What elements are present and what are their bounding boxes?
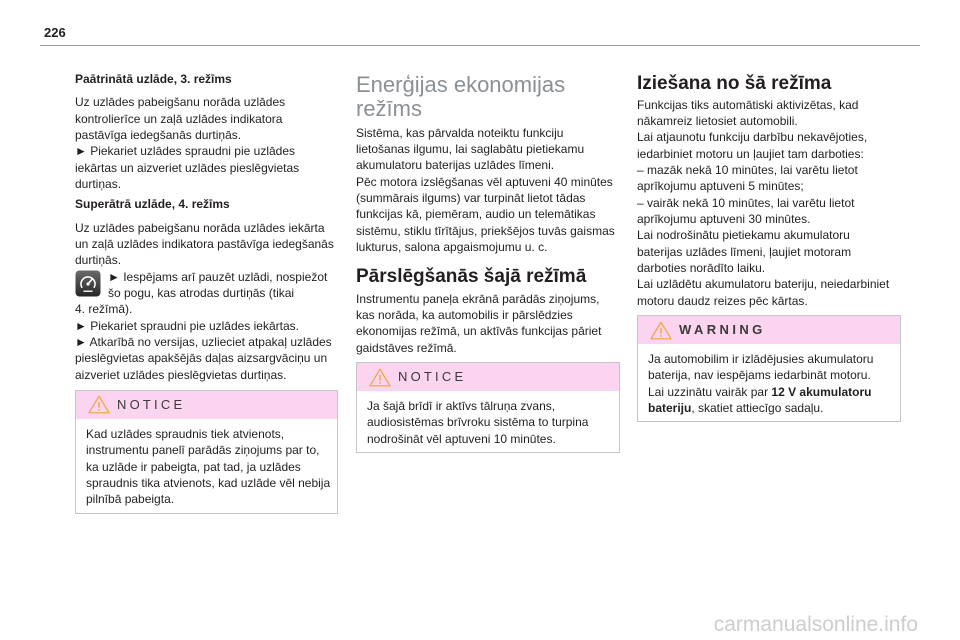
paragraph-line: Lai uzlādētu akumulatoru bateriju, neiedarbiniet: [637, 277, 890, 292]
paragraph-line: lietošanas ilgumu, lai saglabātu pietiekamu: [356, 142, 585, 157]
warning-body: [638, 344, 900, 421]
paragraph-line: nākamreiz lietosiet automobili.: [637, 114, 798, 129]
notice-line: instrumentu panelī parādās ziņojums par to,: [86, 443, 320, 458]
paragraph-line: kas norāda, ka automobilis ir pārslēdzies: [356, 308, 573, 323]
bullet-line: ► Piekariet spraudni pie uzlādes iekārtas.: [75, 318, 299, 333]
warning-emphasis: bateriju: [648, 401, 692, 416]
paragraph: [356, 125, 620, 256]
paragraph-line: un zaļā uzlādes indikatora pastāvīga iedegšanās: [75, 236, 334, 251]
heading-line: Enerģijas ekonomijas: [356, 72, 566, 97]
warning-triangle-icon: [369, 368, 391, 387]
bullet-line: ► Piekariet uzlādes spraudni pie uzlādes: [75, 144, 296, 159]
paragraph-line: šo pogu, kas atrodas durtiņās (tikai: [108, 285, 295, 300]
chapter-heading-energy-economy: [356, 73, 620, 121]
notice-box: [75, 390, 338, 514]
paragraph-line: funkcijas kā, piemēram, audio un telemātikas: [356, 207, 596, 222]
warning-triangle-icon: [650, 321, 672, 340]
notice-body: [357, 391, 619, 452]
paragraph-line: aprīkojumu aptuveni 5 minūtes;: [637, 179, 804, 194]
paragraph-line: aizveriet uzlādes pieslēgvietas durtiņas.: [75, 367, 287, 382]
paragraph-line: pieslēgvietas apakšējās daļas aizsargvāciņu un: [75, 351, 328, 366]
warning-triangle-icon: [88, 395, 110, 414]
dash-list-line: – vairāk nekā 10 minūtes, lai varētu lietot: [637, 195, 855, 210]
paragraph: [637, 97, 901, 309]
warning-text: Lai uzzinātu vairāk par: [648, 384, 772, 399]
paragraph-line: durtiņās.: [75, 253, 122, 268]
warning-label: WARNING: [679, 321, 766, 337]
header-rule: [40, 45, 920, 46]
watermark: carmanualsonline.info: [713, 613, 918, 636]
section-heading-switching-mode: Pārslēgšanās šajā režīmā: [356, 265, 587, 287]
warning-header: [638, 316, 900, 344]
warning-line: [648, 400, 890, 416]
column-right: [637, 73, 901, 422]
paragraph-line: durtiņas.: [75, 176, 122, 191]
paragraph-line: pastāvīga iedegšanās durtiņās.: [75, 127, 242, 142]
section-heading-exit-mode: Iziešana no šā režīma: [637, 73, 832, 94]
warning-box: [637, 315, 901, 422]
notice-line: spraudnis tika atvienots, kad uzlāde vēl nebija: [86, 475, 331, 490]
icon-paragraph: [75, 269, 338, 383]
warning-line: Ja automobilim ir izlādējusies akumulatoru: [648, 352, 874, 367]
paragraph-line: iekārtas un aizveriet uzlādes pieslēgvietas: [75, 160, 300, 175]
bullet-line: ► Iespējams arī pauzēt uzlādi, nospiežot: [108, 269, 328, 284]
paragraph-line: Funkcijas tiks automātiski aktivizētas, kad: [637, 97, 859, 112]
column-middle: [356, 73, 620, 453]
paragraph-line: Pēc motora izslēgšanas vēl aptuveni 40 minūtes: [356, 174, 613, 189]
paragraph-line: iedarbiniet motoru un ļaujiet tam darboties:: [637, 146, 864, 161]
paragraph-line: motoru daudz reizes pēc kārtas.: [637, 293, 808, 308]
notice-header: [76, 391, 337, 419]
warning-text: , skatiet attiecīgo sadaļu.: [691, 401, 824, 416]
paragraph-line: akumulatoru baterijas uzlādes līmeni.: [356, 158, 555, 173]
paragraph-line: Lai nodrošinātu pietiekamu akumulatoru: [637, 228, 850, 243]
paragraph-line: 4. režīmā).: [75, 302, 133, 317]
paragraph-line: baterijas uzlādes līmeni, ļaujiet motoram: [637, 244, 852, 259]
section-heading-super-fast-charge: Superātrā uzlāde, 4. režīms: [75, 196, 230, 211]
column-left: [75, 71, 338, 514]
paragraph-line: Uz uzlādes pabeigšanu norāda uzlādes: [75, 95, 286, 110]
notice-line: nodrošināt vēl aptuveni 10 minūtes.: [367, 431, 556, 446]
paragraph: [75, 94, 338, 192]
section-heading-fast-charge: Paātrinātā uzlāde, 3. režīms: [75, 72, 232, 86]
notice-line: Kad uzlādes spraudnis tiek atvienots,: [86, 426, 285, 441]
page-number: 226: [44, 25, 66, 40]
paragraph-line: Lai atjaunotu funkciju darbību nekavējoties,: [637, 130, 868, 145]
notice-body: [76, 419, 337, 513]
paragraph: [75, 220, 338, 269]
notice-line: pilnībā pabeigta.: [86, 492, 175, 507]
warning-emphasis: 12 V akumulatoru: [771, 384, 872, 399]
paragraph-line: kontrolierīce un zaļā uzlādes indikatora: [75, 111, 283, 126]
warning-line: [648, 384, 890, 400]
notice-label: NOTICE: [398, 368, 467, 384]
notice-line: Ja šajā brīdī ir aktīvs tālruņa zvans,: [367, 399, 556, 414]
bullet-line: ► Atkarībā no versijas, uzlieciet atpakaļ uzlādes: [75, 334, 332, 349]
heading-line: režīms: [356, 96, 422, 121]
warning-line: baterija, nav iespējams iedarbināt motoru.: [648, 368, 871, 383]
paragraph-line: gaidstāves režīmā.: [356, 340, 457, 355]
notice-line: ka uzlāde ir pabeigta, pat tad, ja uzlādes: [86, 459, 301, 474]
paragraph: [356, 291, 620, 356]
paragraph-line: (summārais ilgums) var turpināt lietot tādas: [356, 191, 586, 206]
paragraph-line: darboties norādīto laiku.: [637, 261, 766, 276]
notice-line: audiosistēmas brīvroku sistēma to turpina: [367, 415, 589, 430]
notice-box: [356, 362, 620, 453]
paragraph-line: ekonomijas režīmā, un aktīvās funkcijas pāriet: [356, 324, 602, 339]
paragraph-line: aprīkojumu aptuveni 30 minūtes.: [637, 212, 811, 227]
paragraph-line: Sistēma, kas pārvalda noteiktu funkciju: [356, 125, 564, 140]
paragraph-line: lukturus, salona apgaismojumu u. c.: [356, 240, 548, 255]
notice-header: [357, 363, 619, 391]
paragraph-line: Uz uzlādes pabeigšanu norāda uzlādes iekārta: [75, 220, 325, 235]
notice-label: NOTICE: [117, 396, 186, 412]
paragraph-line: Instrumentu paneļa ekrānā parādās ziņojums,: [356, 291, 600, 306]
charging-button-icon: [75, 270, 101, 297]
paragraph-line: sistēmu, stiklu tīrītājus, priekšējos tuvās gaismas: [356, 223, 615, 238]
dash-list-line: – mazāk nekā 10 minūtes, lai varētu lietot: [637, 163, 858, 178]
